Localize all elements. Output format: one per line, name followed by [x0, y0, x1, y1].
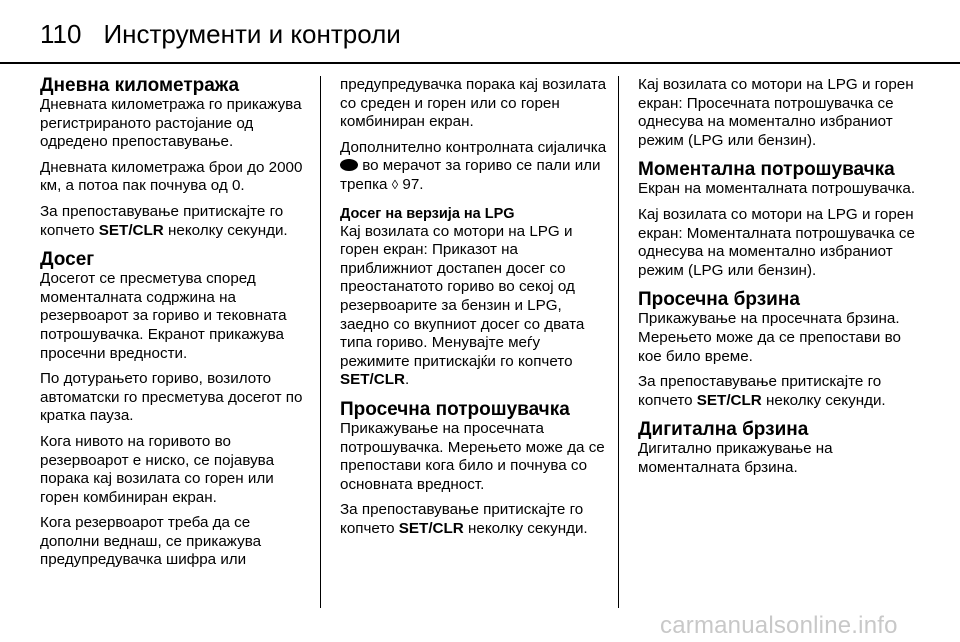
paragraph: Кога нивото на горивото во резервоарот е ниско, се појавува порака кај возилата со горен или горен комбиниран екран. [40, 432, 275, 506]
paragraph: Прикажување на просечната потрошувачка. Мерењето може да се препостави кога било и почнува со основната вредност. [340, 419, 605, 493]
page-reference-icon: ◊ [391, 176, 399, 192]
section-title-digital-speed: Дигитална брзина [638, 419, 809, 441]
paragraph: Дигитално прикажување на моменталната брзина. [638, 440, 833, 476]
paragraph: Досегот се пресметува според моменталната содржина на резервоарот за гориво и тековната потрошувачка. Екранот прикажува просечни вредности. [40, 270, 287, 362]
section-title-average-consumption: Просечна потрошувачка [340, 398, 570, 420]
column-divider-1 [320, 76, 321, 608]
paragraph: Дневната километража брои до 2000 км, а потоа пак почнува од 0. [40, 158, 303, 195]
paragraph: Прикажување на просечната брзина. Мерењето може да се препостави во кое било време. [638, 310, 901, 365]
section-lpg-range [340, 205, 608, 390]
section-title-average-speed: Просечна брзина [638, 289, 800, 311]
column-2 [340, 76, 608, 545]
button-ref-set-clr: SET/CLR [398, 519, 464, 537]
watermark: carmanualsonline.info [660, 612, 898, 639]
paragraph: Кај возилата со мотори на LPG и горен екран: Приказот на приближниот достапен досег со преостанатото гориво во секој од резервоарите за бензин и LPG, заедно со вкупниот досег со двата типа гориво. Менувајте меѓу режимите притискајќи го копчето SET/CLR. [340, 222, 585, 389]
paragraph: предупредувачка порака кај возилата со среден и горен или со горен комбиниран екран. [340, 76, 607, 131]
section-title-range: Досег [40, 249, 95, 271]
section-trip-odometer [40, 76, 308, 240]
paragraph: Кога резервоарот треба да се дополни веднаш, се прикажува предупредувачка шифра или [40, 514, 262, 569]
section-range [40, 250, 308, 570]
paragraph: За препоставување притискајте го копчето SET/CLR неколку секунди. [638, 373, 886, 409]
paragraph: Кај возилата со мотори на LPG и горен екран: Просечната потрошувачка се однесува на моментално избраниот режим (LPG или бензин). [638, 76, 914, 149]
paragraph: Екран на моменталната потрошувачка. [638, 180, 916, 198]
header-rule [0, 62, 960, 64]
section-title-trip-odometer: Дневна километража [40, 75, 240, 96]
paragraph: За препоставување притискајте го копчето SET/CLR неколку секунди. [340, 501, 588, 537]
paragraph: Дополнително контролната сијаличка во мерачот за гориво се пали или трепка ◊ 97. [340, 138, 607, 193]
paragraph: Кај возилата со мотори на LPG и горен екран: Моменталната потрошувачка се однесува на моментално избраниот режим (LPG или бензин). [638, 205, 915, 279]
paragraph: По дотурањето гориво, возилото автоматски го пресметува досегот по кратка пауза. [40, 370, 303, 425]
column-divider-2 [618, 76, 619, 608]
subsection-title-lpg-range: Досег на верзија на LPG [340, 205, 515, 222]
button-ref-set-clr: SET/CLR [696, 391, 762, 409]
page-number: 110 [40, 18, 82, 49]
page-header [40, 14, 401, 54]
section-title-instant-consumption: Моментална потрошувачка [638, 159, 895, 181]
section-average-speed [638, 290, 918, 410]
paragraph: За препоставување притискајте го копчето SET/CLR неколку секунди. [40, 202, 288, 239]
section-average-consumption [340, 400, 608, 539]
fuel-warning-lamp-icon [340, 159, 358, 171]
column-1 [40, 76, 308, 577]
column-3 [638, 76, 918, 485]
button-ref-set-clr: SET/CLR [98, 221, 164, 239]
paragraph: Дневната километража го прикажува регистрираното растојание од одредено препоставување. [40, 96, 302, 151]
button-ref-set-clr: SET/CLR [340, 371, 405, 389]
section-instant-consumption [638, 160, 918, 280]
chapter-title: Инструменти и контроли [103, 18, 401, 49]
section-digital-speed [638, 420, 918, 477]
